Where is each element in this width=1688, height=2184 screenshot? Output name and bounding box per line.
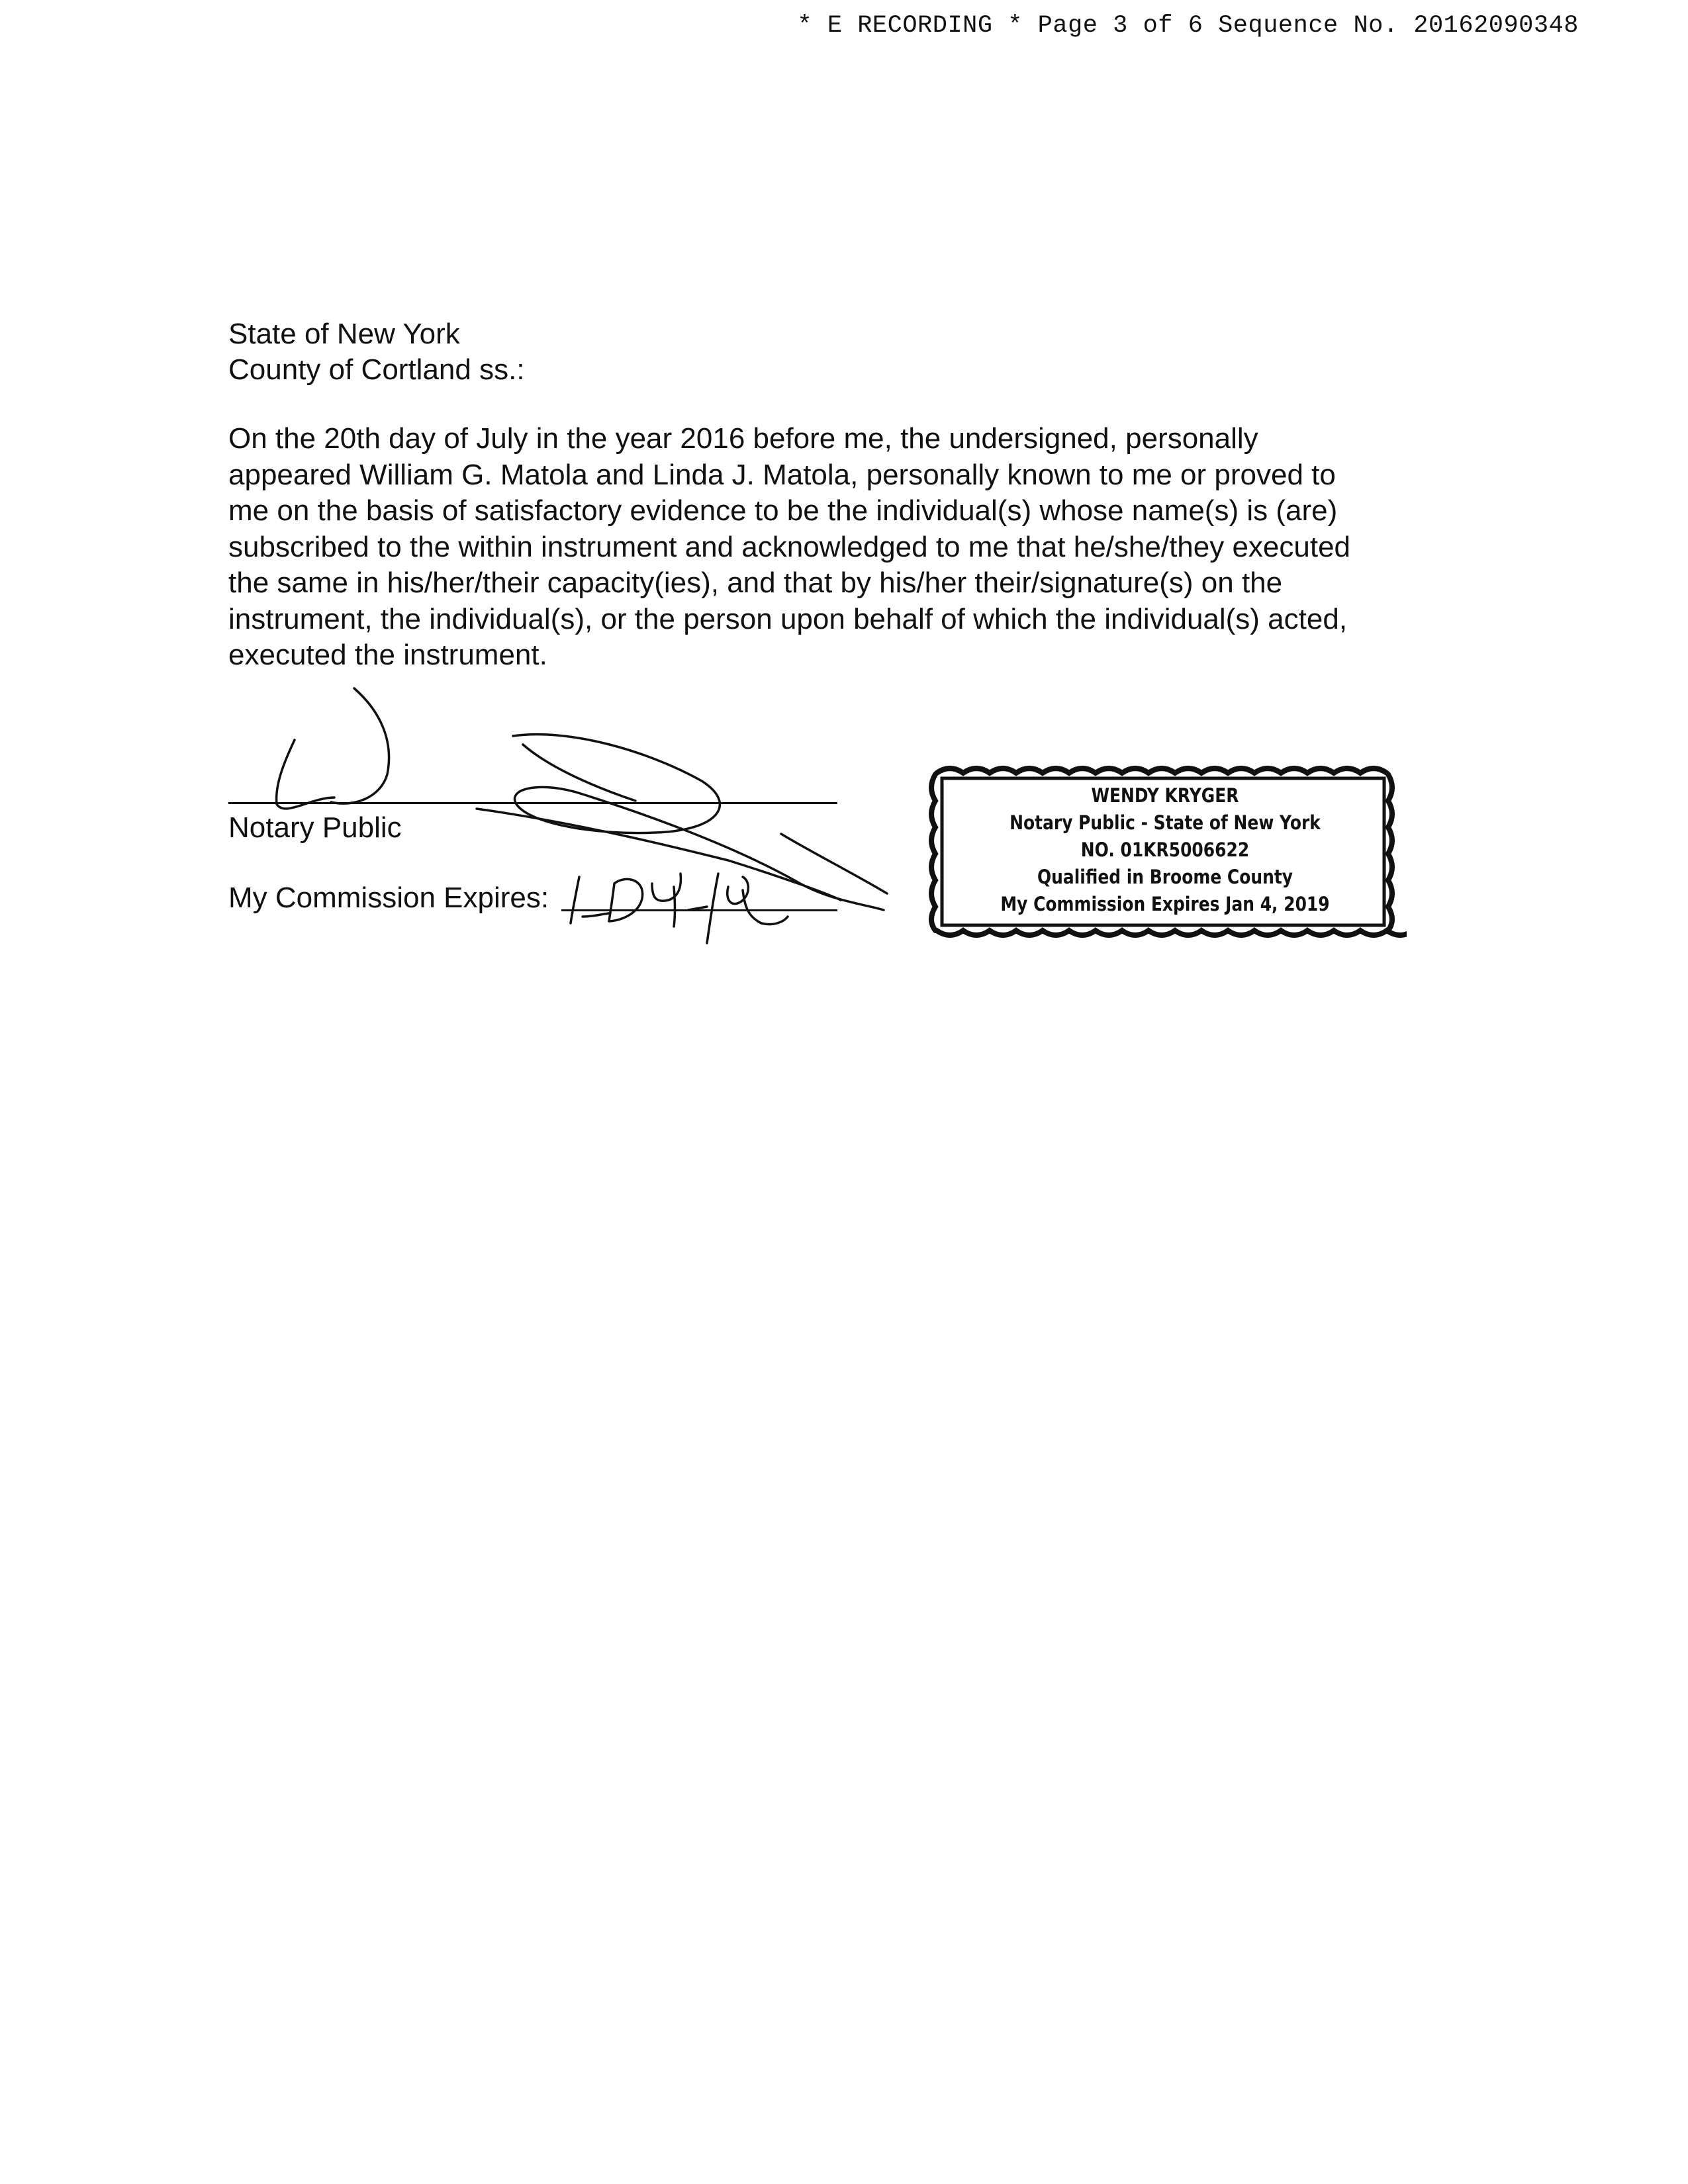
stamp-qualified-county: Qualified in Broome County [1037,866,1293,888]
acknowledgment-line: the same in his/her/their capacity(ies), and that by his/her their/signature(s) on the [228,567,1283,599]
stamp-notary-name: WENDY KRYGER [1091,784,1239,807]
acknowledgment-line: On the 20th day of July in the year 2016 before me, the undersigned, personally [228,422,1258,455]
stamp-notary-number: NO. 01KR5006622 [1080,839,1250,861]
commission-date-line [561,909,837,911]
stamp-commission-expires: My Commission Expires Jan 4, 2019 [1000,893,1330,915]
acknowledgment-line: instrument, the individual(s), or the person upon behalf of which the individual(s) acted, [228,602,1348,635]
venue-state: State of New York [228,318,460,350]
venue-block [228,316,525,388]
notary-public-label: Notary Public [228,811,402,844]
stamp-notary-title: Notary Public - State of New York [1009,811,1321,834]
venue-county: County of Cortland ss.: [228,353,525,386]
acknowledgment-line: me on the basis of satisfactory evidence to be the individual(s) whose name(s) is (are) [228,494,1338,527]
acknowledgment-paragraph [228,421,1413,674]
commission-expires-label: My Commission Expires: [228,882,549,914]
acknowledgment-line: executed the instrument. [228,639,547,671]
acknowledgment-line: subscribed to the within instrument and acknowledged to me that he/she/they executed [228,530,1351,563]
notary-stamp [972,782,1359,918]
acknowledgment-line: appeared William G. Matola and Linda J. Matola, personally known to me or proved to [228,458,1336,491]
recording-header: * E RECORDING * Page 3 of 6 Sequence No. 20162090348 [797,12,1579,40]
signature-line [228,802,837,804]
